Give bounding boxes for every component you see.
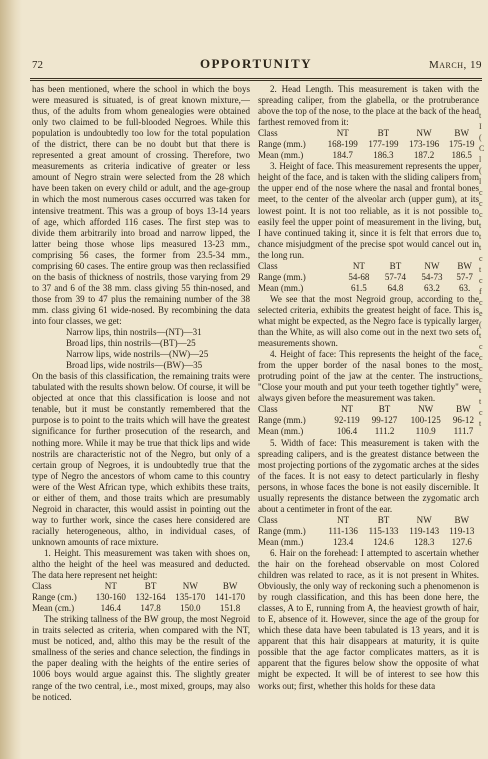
fragment-letter: t	[479, 419, 482, 428]
list-item: Broad lips, thin nostrils—(BT)—25	[66, 338, 196, 349]
fragment-letter: c	[479, 342, 483, 351]
page-number: 72	[32, 59, 43, 71]
face-width-table	[258, 515, 479, 548]
fragment-letter: t	[479, 111, 482, 120]
list-item: Broad lips, wide nostrils—(BW)—35	[66, 360, 203, 371]
list-item: Narrow lips, wide nostrils—(NW)—25	[66, 349, 209, 360]
fragment-letter: t	[479, 397, 482, 406]
table-header-row: Class NT BT NW BW	[258, 514, 470, 525]
fragment-letter: c	[479, 199, 483, 208]
adjacent-page-fragment	[479, 110, 488, 429]
fragment-letter: f	[479, 287, 482, 296]
issue-date: March, 19	[428, 59, 482, 71]
fragment-letter: c	[479, 364, 483, 373]
fragment-letter: c	[479, 353, 483, 362]
paragraph: 4. Height of face: This represents the height of the face from the upper border of the nasal bones to the most protruding point of the jaw at the center. The instructions "Close your mouth and put your teeth together tightly" were always given before the measurement was taken.	[258, 349, 479, 404]
table-header-row: Class NT BT NW BW	[258, 404, 471, 415]
table-row: Mean (mm.) 61.5 64.8 63.2 63.	[258, 282, 471, 293]
header-rule	[30, 78, 482, 79]
list-item: Narrow lips, thin nostrils—(NT)—31	[66, 327, 202, 338]
table-row: Range (mm.) 54-68 57-74 54-73 57-7	[258, 271, 473, 282]
fragment-letter: l	[479, 177, 482, 186]
fragment-letter: t	[479, 232, 482, 241]
fragment-letter: c	[479, 408, 483, 417]
paragraph: The striking tallness of the BW group, the most Negroid in traits selected as criteria, when compared with the NT, must be noticed, and, altho this may be the result of the smallness of the series and chance selection, the findings in the paper dealing with the heights of the entire series of 1006 boys would argue against this. The slightly greater range of the two central, i.e., most mixed, groups, may also be noticed.	[32, 614, 250, 702]
paragraph: We see that the most Negroid group, according to the selected criteria, exhibits the greatest height of face. This is what might be expected, as the Negro face is typically larger than the White, as will also come out in the next two sets of measurements shown.	[258, 293, 479, 349]
table-row: Mean (cm.) 146.4 147.8 150.0 151.8	[32, 603, 241, 614]
head-length-table	[258, 128, 479, 161]
table-row: Range (mm.) 92-119 99-127 100-125 96-12	[258, 415, 474, 426]
fragment-letter: c	[479, 254, 483, 263]
fragment-letter: I	[479, 122, 482, 131]
table-header-row: Class NT BT NW BW	[32, 581, 238, 592]
fragment-letter: t	[479, 221, 482, 230]
fragment-letter: (	[479, 320, 482, 329]
paragraph: 5. Width of face: This measurement is taken with the spreading calipers, and is the greatest distance between the most projecting portions of the zygomatic arches at the sides of the faces. It is not easy to detect particularly in fleshy persons, in whose faces the bone is not easily discernible. It usually represents the distance between the zygomatic arch about a centimeter in front of the ear.	[258, 437, 479, 514]
paragraph: 2. Head Length. This measurement is taken with the spreading caliper, from the glabella, or the protruberance above the top of the nose, to the place at the back of the head farthest removed from it:	[258, 84, 479, 128]
fragment-letter: (	[479, 166, 482, 175]
paragraph: 6. Hair on the forehead: I attempted to ascertain whether the hair on the forehead observable on most Colored children was related to race, as it is not present in Whites. Obviously, the only way of reckoning such a phenomenon is by rough classification, and this has been done here, the classes, A to E, running from A, the heaviest growth of hair, to E, absence of it. However, since the age of the group for which these data have been tabulated is 13 years, and it is apparent that this hair disappears at maturity, it is quite possible that the age factor complicates matters, as it is apparent that the figures below show the opposite of what might be expected. It will be of interest to see how this works out; first, whether this holds for these data	[258, 547, 479, 691]
height-table	[32, 581, 250, 614]
running-header	[32, 56, 480, 74]
table-row: Range (mm.) 168-199 177-199 173-196 175-19	[258, 139, 475, 150]
fragment-letter: t	[479, 386, 482, 395]
fragment-letter: c	[479, 210, 483, 219]
fragment-letter: e	[479, 309, 483, 318]
fragment-letter: c	[479, 375, 483, 384]
fragment-letter: l	[479, 155, 482, 164]
table-header-row: Class NT BT NW BW	[258, 260, 472, 271]
fragment-letter: t	[479, 243, 482, 252]
paragraph: 1. Height. This measurement was taken with shoes on, altho the height of the heel was measured and deducted. The data here represent net height:	[32, 547, 250, 581]
paragraph: On the basis of this classification, the remaining traits were tabulated with the results shown below. Of course, it will be objected at once that this classification is loose and not tenable, but it must be constantly remembered that the purpose is to point to the traits which will have the greatest significance for further prosecution of the research, and nothing more. While it may be true that thick lips and wide nostrils are characteristic not of the Negro, but only of a certain group of Negroes, it is undoubtedly true that the type of Negro the ancestors of whom came to this country were of the West African type, which exhibits these traits, or either of them, and those traits which are presumably Negroid in character, this would assist in pointing out the way to further work, since the cases here considered are racially heterogeneous, altho, in individual cases, of unknown amounts of race mixture.	[32, 371, 250, 547]
table-row: Range (mm.) 111-136 115-133 119-143 119-13	[258, 525, 475, 536]
fragment-letter: c	[479, 188, 483, 197]
fragment-letter: t	[479, 331, 482, 340]
header-rule-double	[30, 80, 482, 81]
fragment-letter: c	[479, 298, 483, 307]
face-height-table	[258, 261, 479, 294]
left-column	[32, 84, 250, 744]
table-row: Range (cm.) 130-160 132-164 135-170 141-170	[32, 592, 246, 603]
paragraph: has been mentioned, where the school in which the boys were measured is situated, is of great known mixture,—thus, of the adults from whom genealogies were obtained only two claimed to be full-blooded Negroes. While this population is undoubtedly too low for the total population of the district, there can be no doubt but that there is represented a great amount of crossing. Therefore, two measurements as criteria indicative of greater or less amount of Negro strain were selected from the 28 which have been taken on every child or adult, and the age-group in which the most numerous cases occurred was taken for intensive treatment. This was a group of boys 13-14 years of age, which afforded 116 cases. The first step was to divide them arbitrarily into broad and narrow lipped, the latter being those whose lips measured 13-23 mm., comprising 56 cases, the former from 23.5-34 mm., comprising 60 cases. The entire group was then reclassified on the basis of thickness of nostrils, those varying from 29 to 37 and 6 of the 38 mm. class giving 55 thin-nosed, and those from 39 to 47 plus the remaining number of the 38 mm. class giving 61 wide-nosed. By recombining the data into four classes, we get:	[32, 84, 250, 326]
right-column	[258, 84, 479, 744]
paragraph: 3. Height of face. This measurement represents the upper height of the face, and is taken with the sliding calipers from the upper end of the nose where the nasal and frontal bones meet, to the center of the alveolar arch (upper gum), at its lowest point. It is not too reliable, as it is not possible to easily feel the upper point of measurement in the living, but I have continued taking it, since it is felt that errors due to chance misjudgment of the precise spot would cancel out in the long run.	[258, 161, 479, 260]
page-binding-edge	[0, 0, 22, 759]
total-face-height-table	[258, 404, 479, 437]
journal-title: OPPORTUNITY	[199, 56, 313, 71]
fragment-letter: c	[479, 276, 483, 285]
table-header-row: Class NT BT NW BW	[258, 128, 469, 139]
fragment-letter: t	[479, 265, 482, 274]
fragment-letter: (	[479, 133, 482, 142]
table-row: Mean (mm.) 106.4 111.2 110.9 111.7	[258, 426, 474, 437]
classification-list	[66, 327, 250, 371]
fragment-letter: C	[479, 144, 485, 153]
table-row: Mean (mm.) 184.7 186.3 187.2 186.5	[258, 150, 472, 161]
table-row: Mean (mm.) 123.4 124.6 128.3 127.6	[258, 536, 472, 547]
